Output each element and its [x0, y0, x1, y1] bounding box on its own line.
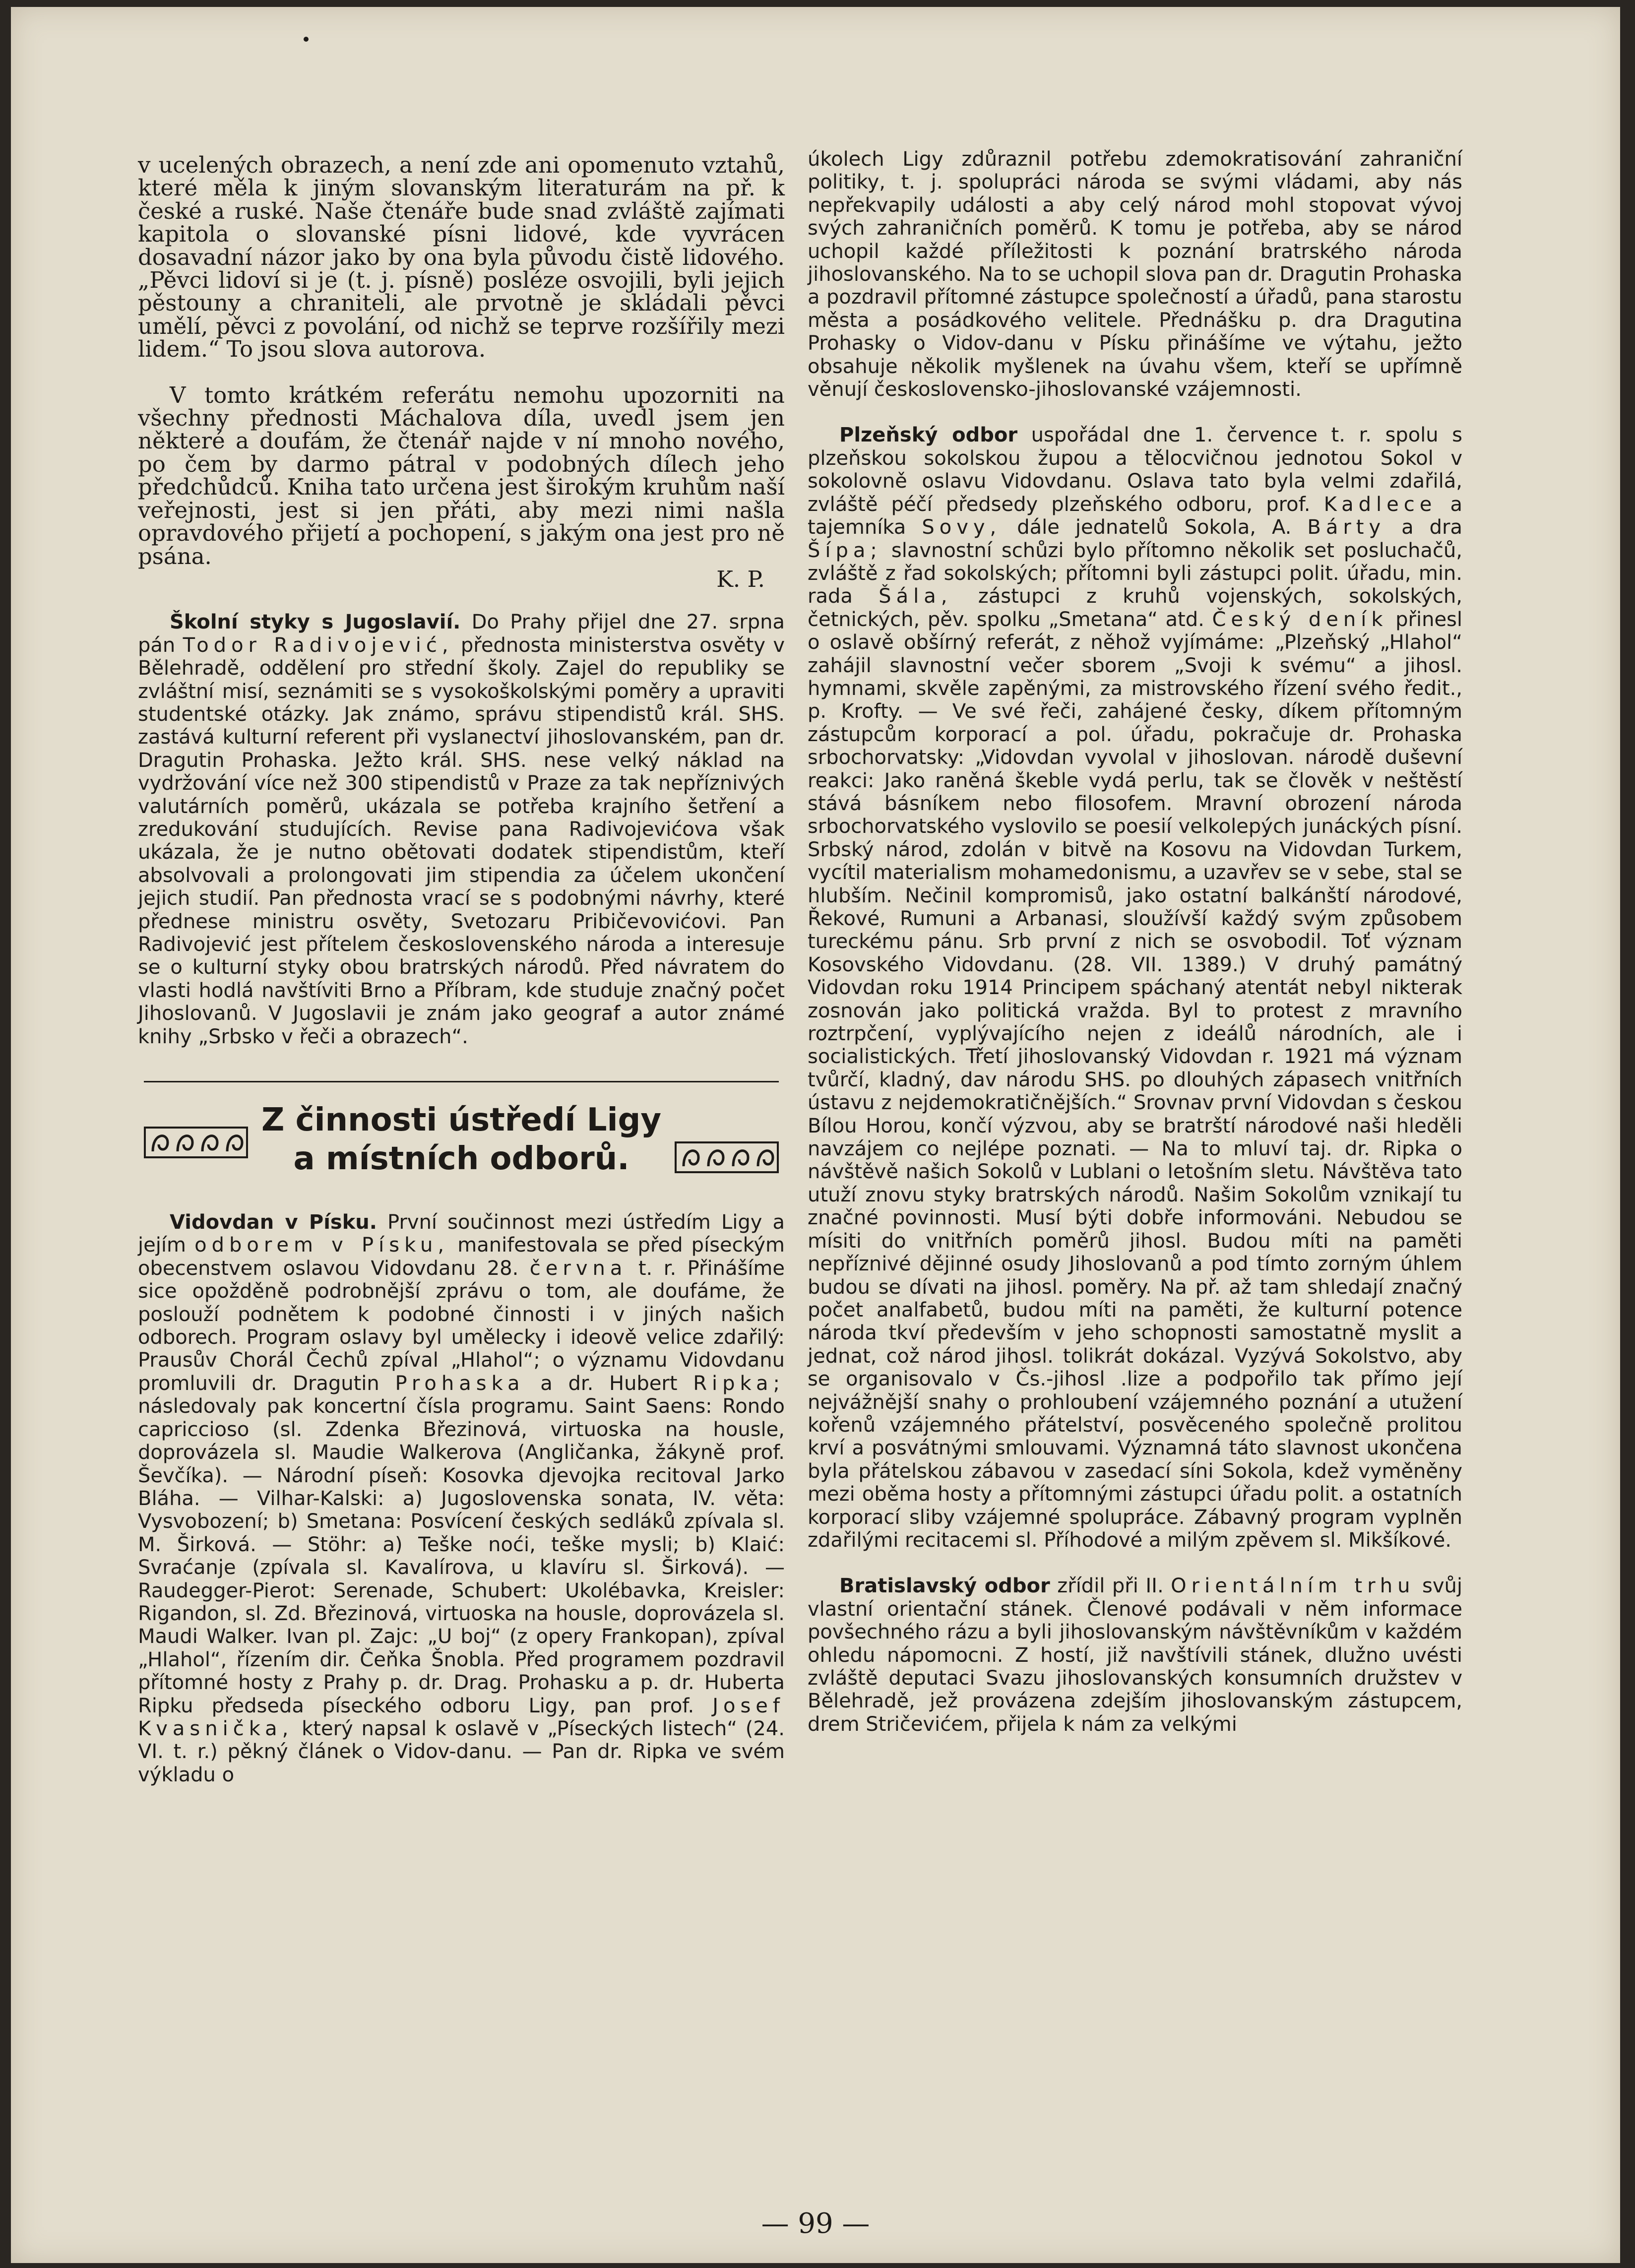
- vidovdan-spaced-3: Prohaska: [395, 1372, 525, 1395]
- book-review-continuation: v ucelených obrazech, a není zde ani opomenuto vztahů, které měla k jiným slovanským literaturám na př. k české a ruské. Naše čtenáře bude snad zvláště zajímati kapitola o slovanské písni lidové, kde vyvrácen dosavadní názor jako by ona byla původu čistě lidového. „Pěvci lidoví si je (t. j. písně) posléze osvojili, byli jejich pěstouny a chraniteli, ale prvotně je skládali pěvci umělí, pěvci z povolání, od nichž se teprve rozšířily mezi lidem.“ To jsou slova autorova.: [138, 152, 785, 363]
- vidovdan-text-a: První součinnost mezi ústředím Ligy a jejím: [138, 1211, 785, 1257]
- vidovdan-continuation: úkolech Ligy zdůraznil potřebu zdemokratisování zahraniční politiky, t. j. spolupráci národa se svými vládami, aby nás nepřekvapily události a aby celý národ mohl stopovat vývoj svých zahraničních poměrů. K tomu je potřeba, aby se národ uchopil každé příležitosti k poznání bratrského národa jihoslovanského. Na to se uchopil slova pan dr. Dragutin Prohaska a pozdravil přítomné zástupce společností a úřadů, pana starostu města a posádkového velitele. Přednášku p. dra Dragutina Prohasky o Vidov-danu v Písku přinášíme ve výtahu, ježto obsahuje několik myšlenek na úvahu všem, kteří se upřímně věnují československo-jihoslovanské vzájemnosti.: [808, 148, 1462, 401]
- school-contacts-text-a: Do Prahy přijel dne 27. srpna pán: [138, 611, 785, 657]
- right-column: [808, 148, 1462, 1736]
- plzen-branch-heading: Plzeňský odbor: [839, 424, 1018, 447]
- vidovdan-text-c: t. r. Přinášíme sice opožděně podrobnější zprávu o tom, ale doufáme, že poslouží podnětem k podobné činnosti i v jiných našich odborech. Program oslavy byl umělecky i ideově velice zdařilý: Prausův Chorál Čechů zpíval „Hlahol“; o významu Vidovdanu promluvili dr. Dragutin: [138, 1257, 785, 1395]
- review-signature: K. P.: [716, 566, 765, 592]
- plzen-text-a: uspořádal dne 1. července t. r. spolu s plzeňskou sokolskou župou a tělocvičnou jednotou Sokol v sokolovně oslavu Vidovdanu. Oslava tato byla velmi zdařilá, zvláště péčí předsedy plzeňského odboru, prof.: [808, 424, 1463, 516]
- vidovdan-spaced-4: Ripka;: [693, 1372, 785, 1395]
- page-number: — 99 —: [761, 2207, 870, 2240]
- plzen-spaced-4: Šípa;: [808, 539, 882, 562]
- book-review-conclusion: [138, 381, 785, 569]
- plzen-spaced-2: Sovy,: [922, 516, 1002, 539]
- review-conclusion-text: V tomto krátkém referátu nemohu upozorniti na všechny přednosti Máchalova díla, uvedl jsem jen některé a doufám, že čtenář najde v ní mnoho nového, po čem by darmo pátral v podobných dílech jeho předchůdců. Kniha tato určena jest širokým kruhům naší veřejnosti, jest si jen přáti, aby mezi nimi našla opravdového přijetí a pochopení, s jakým ona jest pro ně psána.: [138, 381, 785, 569]
- page-sheet: [11, 7, 1620, 2263]
- heading-rule: [144, 1081, 779, 1082]
- plzen-spaced-1: Kadlece: [1323, 493, 1437, 516]
- school-contacts-text-b: přednosta ministerstva osvěty v Bělehradě, oddělení pro střední školy. Zajel do republiky se zvláštní misí, seznámiti se s vysokoškolskými poměry a upraviti studentské otázky. Jak známo, správu stipendistů král. SHS. zastává kulturní referent při vyslanectví jihoslovanském, pan dr. Dragutin Prohaska. Ježto král. SHS. nese velký náklad na vydržování více než 300 stipendistů v Praze za tak nepříznivých valutárních poměrů, ukázala se potřeba krajního šetření a zredukování studujících. Revise pana Radivojevićova však ukázala, že je nutno obětovati dodatek stipendistům, kteří absolvovali a prolongovati jim stipendia za účelem ukončení jejich studií. Pan přednosta vrací se s podobnými návrhy, které přednese ministru osvěty, Svetozaru Pribičevovićovi. Pan Radivojević jest přítelem československého národa a interesuje se o kulturní styky obou bratrských národů. Před návratem do vlasti hodlá navštíviti Brno a Příbram, kde studuje značný počet Jihoslovanů. V Jugoslavii je znám jako geograf a autor známé knihy „Srbsko v řeči a obrazech“.: [138, 633, 785, 1048]
- bratislava-text-b: svůj vlastní orientační stánek. Členové podávali v něm informace povšechného rázu a byli jihoslovanským návštěvníkům v každém ohledu nápomocni. Z hostí, již navštívili stánek, dlužno uvésti zvláště deputaci Svazu jihoslovanských konsumních družstev v Bělehradě, jež provázena zdejším jihoslovanským zástupcem, drem Stričevićem, přijela k nám za velkými: [808, 1575, 1462, 1736]
- vidovdan-pisek-heading: Vidovdan v Písku.: [170, 1211, 377, 1234]
- review-signature-line: [138, 568, 785, 591]
- ornament-right-icon: [675, 1137, 779, 1177]
- plzen-text-e: slavnostní schůzi bylo přítomno několik set posluchačů, zvláště z řad sokolských; přítomni byli zástupci polit. úřadu, min. rada: [808, 539, 1462, 608]
- bratislava-spaced-1: Orientálním trhu: [1171, 1575, 1415, 1598]
- plzen-branch-article: [808, 424, 1462, 1552]
- vidovdan-text-d: a dr. Hubert: [524, 1372, 693, 1395]
- vidovdan-text-e: následovaly pak koncertní čísla programu. Saint Saens: Rondo capriccioso (sl. Zdenka Březinová, virtuoska na housle, doprovázela sl. Maudie Walkerova (Angličanka, žákyně prof. Ševčíka). — Národní píseň: Kosovka djevojka recitoval Jarko Bláha. — Vilhar-Kalski: a) Jugoslovenska sonata, IV. věta: Vysvobození; b) Smetana: Posvícení českých sedláků zpívala sl. M. Širková. — Stöhr: a) Teške noći, teške mysli; b) Klaić: Svraćanje (zpívala sl. Kavalírova, u klavíru sl. Širková). — Raudegger-Pierot: Serenade, Schubert: Ukolébavka, Kreisler: Rigandon, sl. Zd. Březinová, virtuoska na housle, doprovázela sl. Maudi Walker. Ivan pl. Zajc: „U boj“ (z opery Frankopan), zpíval „Hlahol“, řízením dir. Čeňka Šnobla. Před programem pozdravil přítomné hosty z Prahy p. dr. Drag. Prohasku a p. dr. Huberta Ripku předseda píseckého odboru Ligy, pan prof.: [138, 1395, 785, 1717]
- vidovdan-spaced-2: června: [529, 1257, 628, 1280]
- radivojevic-name: Todor Radivojević,: [183, 633, 453, 657]
- vidovdan-text-f: který napsal k oslavě v „Píseckých listech“ (24. VI. t. r.) pěkný článek o Vidov-danu. — Pan dr. Ripka ve svém výkladu o: [138, 1717, 785, 1786]
- plzen-spaced-5: Šála,: [879, 585, 952, 608]
- plzen-text-g: přinesl o oslavě obšírný referát, z něhož vyjímáme: „Plzeňský „Hlahol“ zahájil slavnostní večer sborem „Svoji k svému“ a jihosl. hymnami, skvěle zapěnými, za mistrovského řízení svého ředit., p. Krofty. — Ve své řeči, zahájené česky, díkem přítomným zástupcům korporací a pol. úřadu, pokračuje dr. Prohaska srbochorvatsky: „Vidovdan vyvolal v jihoslovan. národě duševní reakci: Jako raněná škeble vydá perlu, tak se člověk v neštěstí stává básníkem nebo filosofem. Mravní obrození národa srbochorvatského vyslovilo se poesií velkolepých junáckých písní. Srbský národ, zdolán v bitvě na Kosovu na Vidovdan Turkem, vycítil materialism mohamedonismu, a uzavřev se v sebe, stal se hlubším. Nečinil kompromisů, jako ostatní balkánští národové, Řekové, Rumuni a Arbanasi, sloužívší každý svým způsobem tureckému pánu. Srb první z nich se osvobodil. Toť význam Kosovského Vidovdanu. (28. VII. 1389.) V druhý památný Vidovdan roku 1914 Principem spáchaný atentát nebyl nikterak zosnován jako politická vražda. Byl to protest z mravního roztrpčení, vyplývajícího nejen z ideálů národních, ale i socialistických. Třetí jihoslovanský Vidovdan r. 1921 má význam tvůrčí, kladný, dav národu SHS. po dlouhých zápasech vnitřních ústavu z nejdemokratičnějších.“ Srovnav první Vidovdan s českou Bílou Horou, končí výzvou, aby se bratrští národové naši hleděli navzájem co nejlépe poznati. — Na to mluví taj. dr. Ripka o návštěvě našich Sokolů v Lublani o letošním sletu. Návštěva tato utuží znovu styky bratrských národů. Našim Sokolům vznikají tu značné povinnosti. Musí býti dobře informováni. Nebudou se mísiti do vnitřních poměrů jihosl. Budou míti na paměti nepříznivé dějinné osudy Jihoslovanů a pod tímto zorným úhlem budou se dívati na jihosl. poměry. Na př. až tam shledají značný počet analfabetů, budou míti na paměti, že kulturní potence národa tkví především v jeho schopnosti samostatně myslit a jednat, což národ jihosl. tolikrát dokázal. Vyzývá Sokolstvo, aby se organisovalo v Čs.-jihosl .lize a podpořilo tak přímo její nejvážnější snahy o prohloubení vzájemného poznání a utužení kořenů vzájemného přátelství, posvěceného společně prolitou krví a posvátnými smlouvami. Významná táto slavnost ukončena byla přátelskou zábavou v zasedací síni Sokola, kdež vyměněny mezi oběma hosty a přítomnými zástupci úřadu polit. a ostatních korporací sliby vzájemné spolupráce. Zábavný program vyplněn zdařilými recitacemi sl. Příhodové a milým zpěvem sl. Mikšíkové.: [808, 608, 1462, 1552]
- vidovdan-spaced-1: odborem v Písku,: [194, 1234, 449, 1257]
- section-title-line1: Z činnosti ústředí Ligy: [261, 1102, 662, 1139]
- vidovdan-pisek-article: [138, 1211, 785, 1786]
- bratislava-text-a: zřídil při II.: [1050, 1575, 1171, 1598]
- section-heading: [138, 1079, 785, 1183]
- plzen-text-c: dále jednatelů Sokola, A.: [1001, 516, 1308, 539]
- left-column: [138, 154, 785, 1786]
- school-contacts-heading: Školní styky s Jugoslavií.: [170, 611, 461, 634]
- section-title-line2: a místních odborů.: [293, 1140, 629, 1178]
- plzen-text-f: zástupci z kruhů vojenských, sokolských, četnických, pěv. spolku „Smetana“ atd.: [808, 585, 1462, 631]
- vidovdan-spaced-5: Josef Kvasnička,: [138, 1694, 785, 1740]
- school-contacts-article: [138, 611, 785, 1048]
- plzen-spaced-3: Bárty: [1307, 516, 1386, 539]
- bratislava-branch-article: [808, 1575, 1462, 1736]
- bratislava-branch-heading: Bratislavský odbor: [839, 1575, 1050, 1598]
- plzen-text-b: a tajemníka: [808, 493, 1462, 539]
- plzen-text-d: a dra: [1385, 516, 1462, 539]
- plzen-spaced-6: Český deník: [1212, 608, 1388, 631]
- print-speck: [304, 37, 309, 42]
- vidovdan-text-b: manifestovala se před píseckým obecenstvem oslavou Vidovdanu 28.: [138, 1234, 785, 1280]
